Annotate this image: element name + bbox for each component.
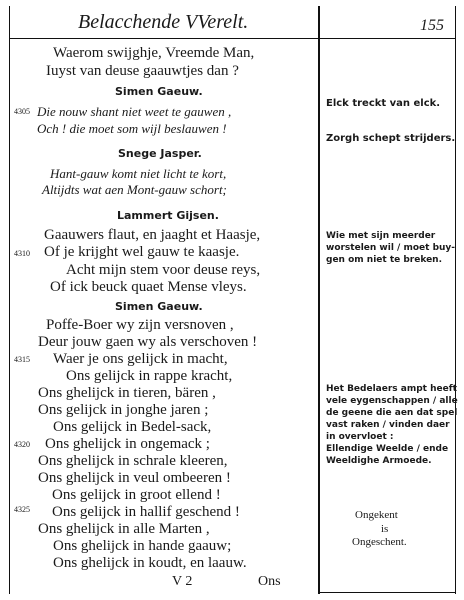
- verse-line: Ons ghelijck in schrale kleeren,: [38, 453, 228, 469]
- speaker-name: Snege Jasper.: [118, 147, 202, 160]
- line-number: 4315: [14, 355, 30, 364]
- verse-line: Iuyst van deuse gaauwtjes dan ?: [46, 63, 239, 79]
- line-number: 4320: [14, 440, 30, 449]
- verse-line: Ons gelijck in Bedel-sack,: [53, 419, 212, 435]
- line-number: 4305: [14, 107, 30, 116]
- verse-line: Waerom swijghje, Vreemde Man,: [53, 45, 255, 61]
- verse-line: Ons gelijck in jonghe jaren ;: [38, 402, 209, 418]
- margin-note: Ellendige Weelde / ende: [326, 444, 449, 454]
- margin-note: Ongekent: [355, 509, 398, 521]
- margin-note: Weeldighe Armoede.: [326, 456, 432, 466]
- verse-line: Hant-gauw komt niet licht te kort,: [50, 166, 227, 181]
- margin-note: Zorgh schept strijders.: [326, 133, 456, 144]
- verse-line: Acht mijn stem voor deuse reys,: [66, 262, 261, 278]
- verse-line: Ons ghelijck in koudt, en laauw.: [53, 555, 247, 571]
- margin-note: worstelen wil / moet buy-: [326, 243, 456, 253]
- catchword: Ons: [258, 574, 281, 589]
- line-number: 4310: [14, 249, 30, 258]
- margin-note: Ongeschent.: [352, 536, 407, 548]
- verse-line: Of ick beuck quaet Mense vleys.: [50, 279, 247, 295]
- verse-line: Ons ghelijck in hande gaauw;: [53, 538, 232, 554]
- margin-note: in overvloet :: [326, 432, 394, 442]
- margin-note: vele eygenschappen / alle: [326, 396, 458, 406]
- verse-line: Die nouw shant niet weet te gauwen ,: [37, 104, 232, 119]
- verse-line: Ons ghelijck in tieren, bären ,: [38, 385, 216, 401]
- margin-note: Elck treckt van elck.: [326, 98, 441, 109]
- line-number: 4325: [14, 505, 30, 514]
- left-border: [9, 6, 10, 594]
- verse-line: Ons ghelijck in ongemack ;: [45, 436, 210, 452]
- verse-line: Ons ghelijck in alle Marten ,: [38, 521, 210, 537]
- verse-line: Poffe-Boer wy zijn versnoven ,: [46, 317, 234, 333]
- verse-line: Ons gelijck in rappe kracht,: [66, 368, 233, 384]
- verse-line: Deur jouw gaen wy als verschoven !: [38, 334, 258, 350]
- verse-line: Gaauwers flaut, en jaaght et Haasje,: [44, 227, 261, 243]
- speaker-name: Simen Gaeuw.: [115, 85, 203, 98]
- margin-note: gen om niet te breken.: [326, 255, 443, 265]
- signature-mark: V 2: [172, 574, 193, 589]
- margin-note: Het Bedelaers ampt heeft: [326, 384, 457, 394]
- verse-line: Altijdts wat aen Mont-gauw schort;: [42, 182, 227, 197]
- verse-line: Ons gelijck in groot ellend !: [52, 487, 221, 503]
- page-number: 155: [420, 17, 444, 34]
- margin-note: is: [381, 523, 389, 535]
- column-divider: [318, 6, 320, 594]
- running-title: Belacchende VVerelt.: [78, 11, 249, 33]
- speaker-name: Simen Gaeuw.: [115, 300, 203, 313]
- speaker-name: Lammert Gijsen.: [117, 209, 219, 222]
- verse-line: Ons ghelijck in veul ombeeren !: [38, 470, 231, 486]
- bottom-rule: [318, 592, 456, 593]
- verse-line: Och ! die moet som wijl beslauwen !: [37, 121, 227, 136]
- margin-note: vast raken / vinden daer: [326, 420, 450, 430]
- header-rule: [9, 38, 456, 39]
- verse-line: Of je krijght wel gauw te kaasje.: [44, 244, 240, 260]
- right-border: [455, 6, 456, 594]
- margin-note: Wie met sijn meerder: [326, 231, 436, 241]
- margin-note: de geene die aen dat spel: [326, 408, 458, 418]
- verse-line: Ons gelijck in hallif geschend !: [52, 504, 240, 520]
- verse-line: Waer je ons gelijck in macht,: [53, 351, 228, 367]
